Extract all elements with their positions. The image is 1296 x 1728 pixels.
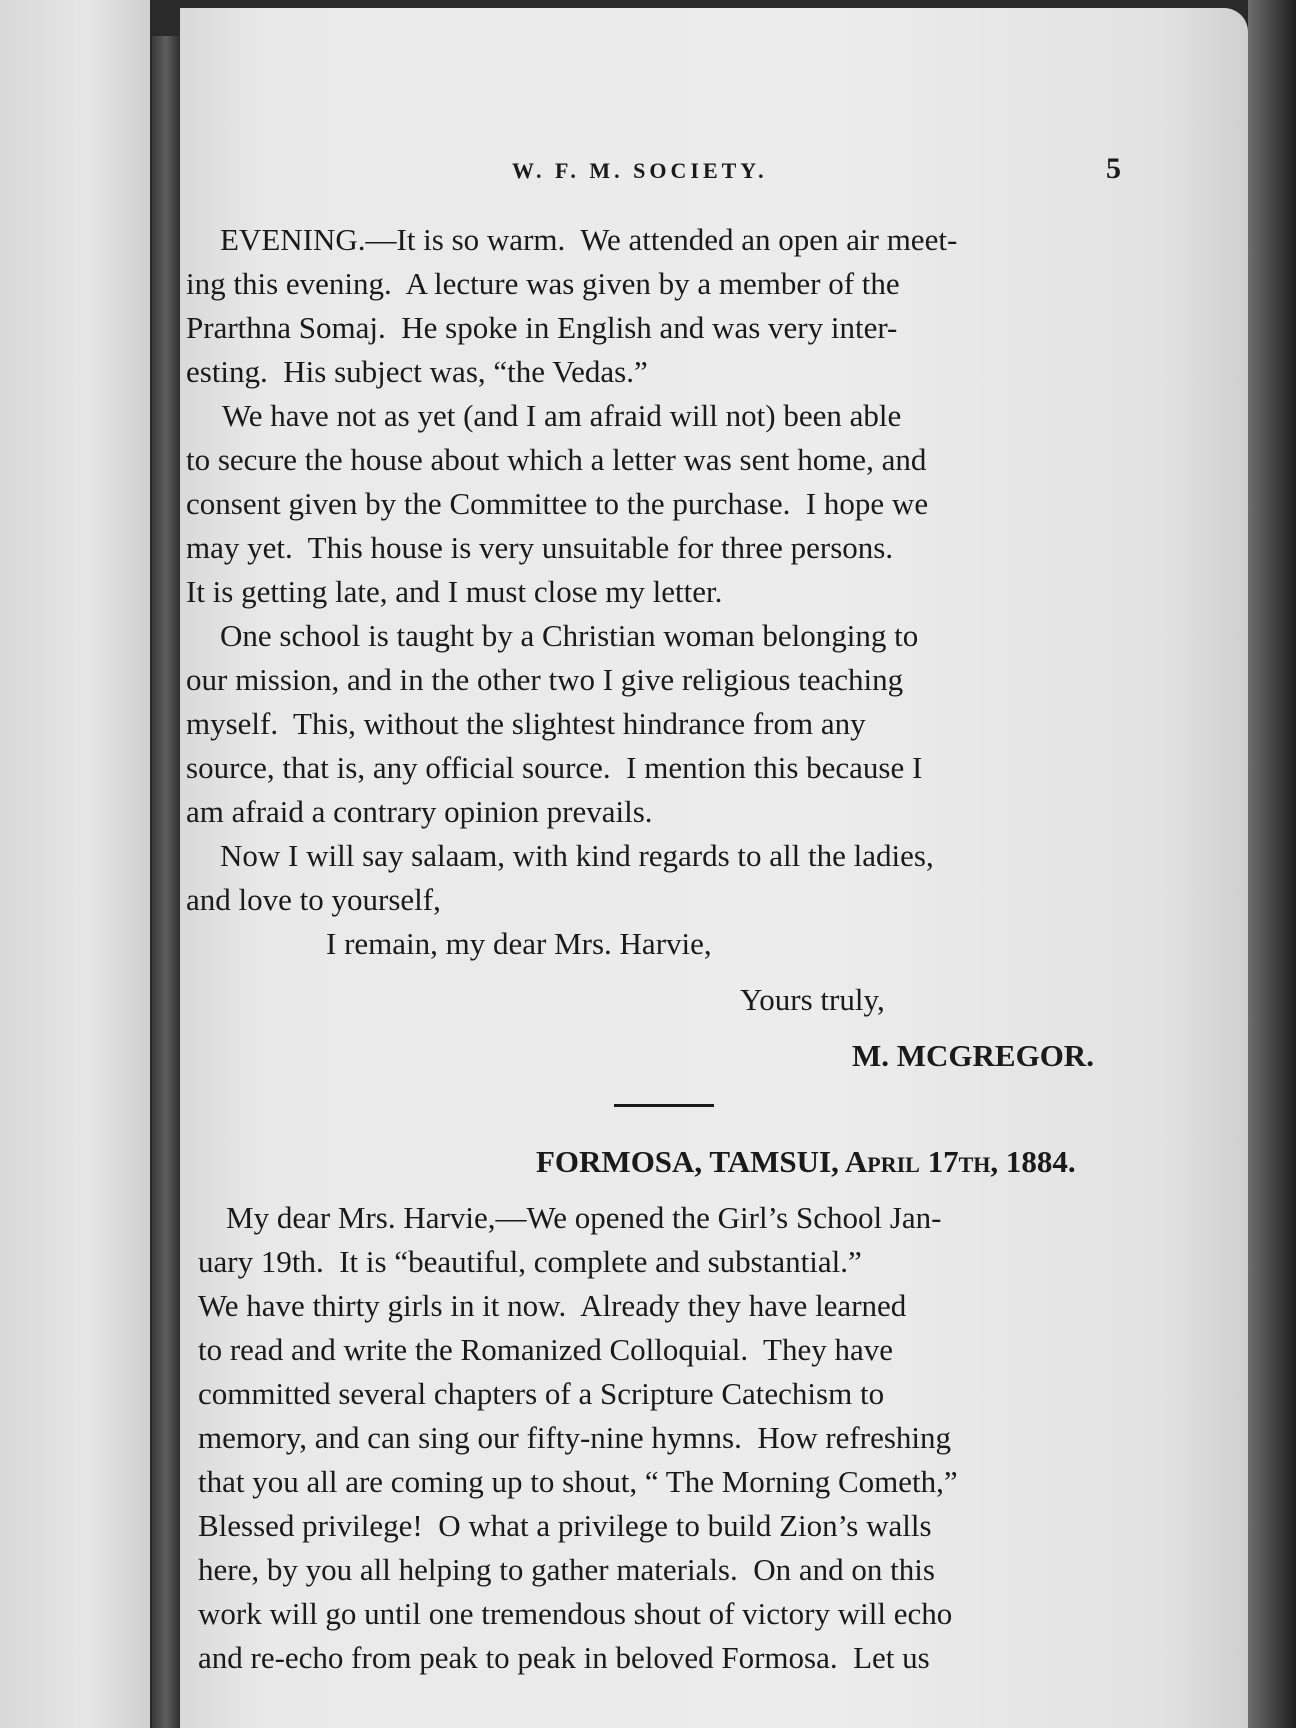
text-line: committed several chapters of a Scripture Catechism to	[198, 1376, 885, 1411]
paragraph-salaam	[186, 834, 1136, 922]
section-divider	[614, 1104, 714, 1107]
text-line: and re-echo from peak to peak in beloved Formosa. Let us	[198, 1640, 930, 1675]
book-binding	[152, 36, 180, 1728]
text-line: am afraid a contrary opinion prevails.	[186, 794, 653, 829]
paragraph-evening	[186, 218, 1136, 394]
text-line: It is getting late, and I must close my letter.	[186, 574, 723, 609]
text-line: Blessed privilege! O what a privilege to build Zion’s walls	[198, 1508, 932, 1543]
closing-remain: I remain, my dear Mrs. Harvie,	[326, 926, 712, 961]
text-line: uary 19th. It is “beautiful, complete and substantial.”	[198, 1244, 862, 1279]
text-line: We have not as yet (and I am afraid will not) been able	[222, 398, 902, 433]
text-line: memory, and can sing our fifty-nine hymns. How refreshing	[198, 1420, 952, 1455]
dateline: FORMOSA, TAMSUI, April 17th, 1884.	[536, 1144, 1076, 1179]
text-line: and love to yourself,	[186, 882, 441, 917]
book-edge	[1248, 0, 1296, 1728]
text-line: My dear Mrs. Harvie,—We opened the Girl’s School Jan-	[226, 1200, 942, 1235]
text-line: work will go until one tremendous shout of victory will echo	[198, 1596, 953, 1631]
text-line: our mission, and in the other two I give religious teaching	[186, 662, 904, 697]
text-line: that you all are coming up to shout, “ The Morning Cometh,”	[198, 1464, 958, 1499]
facing-page	[0, 0, 150, 1728]
text-line: may yet. This house is very unsuitable for three persons.	[186, 530, 894, 565]
text-line: esting. His subject was, “the Vedas.”	[186, 354, 648, 389]
text-line: One school is taught by a Christian woman belonging to	[220, 618, 919, 653]
text-line: Prarthna Somaj. He spoke in English and was very inter-	[186, 310, 898, 345]
text-line: EVENING.—It is so warm. We attended an open air meet-	[220, 222, 958, 257]
text-line: here, by you all helping to gather materials. On and on this	[198, 1552, 935, 1587]
text-line: consent given by the Committee to the purchase. I hope we	[186, 486, 929, 521]
text-line: myself. This, without the slightest hindrance from any	[186, 706, 866, 741]
paragraph-school	[186, 614, 1136, 834]
closing-yours: Yours truly,	[740, 982, 885, 1017]
page-number: 5	[1106, 152, 1121, 185]
text-line: source, that is, any official source. I mention this because I	[186, 750, 923, 785]
running-title: W. F. M. SOCIETY.	[512, 158, 768, 183]
text-line: ing this evening. A lecture was given by a member of the	[186, 266, 900, 301]
text-line: to secure the house about which a letter was sent home, and	[186, 442, 927, 477]
paragraph-formosa	[198, 1196, 1142, 1680]
signature: M. MCGREGOR.	[852, 1038, 1094, 1073]
paragraph-house	[186, 394, 1136, 614]
text-line: Now I will say salaam, with kind regards to all the ladies,	[220, 838, 934, 873]
text-line: to read and write the Romanized Colloquial. They have	[198, 1332, 894, 1367]
text-line: We have thirty girls in it now. Already they have learned	[198, 1288, 907, 1323]
